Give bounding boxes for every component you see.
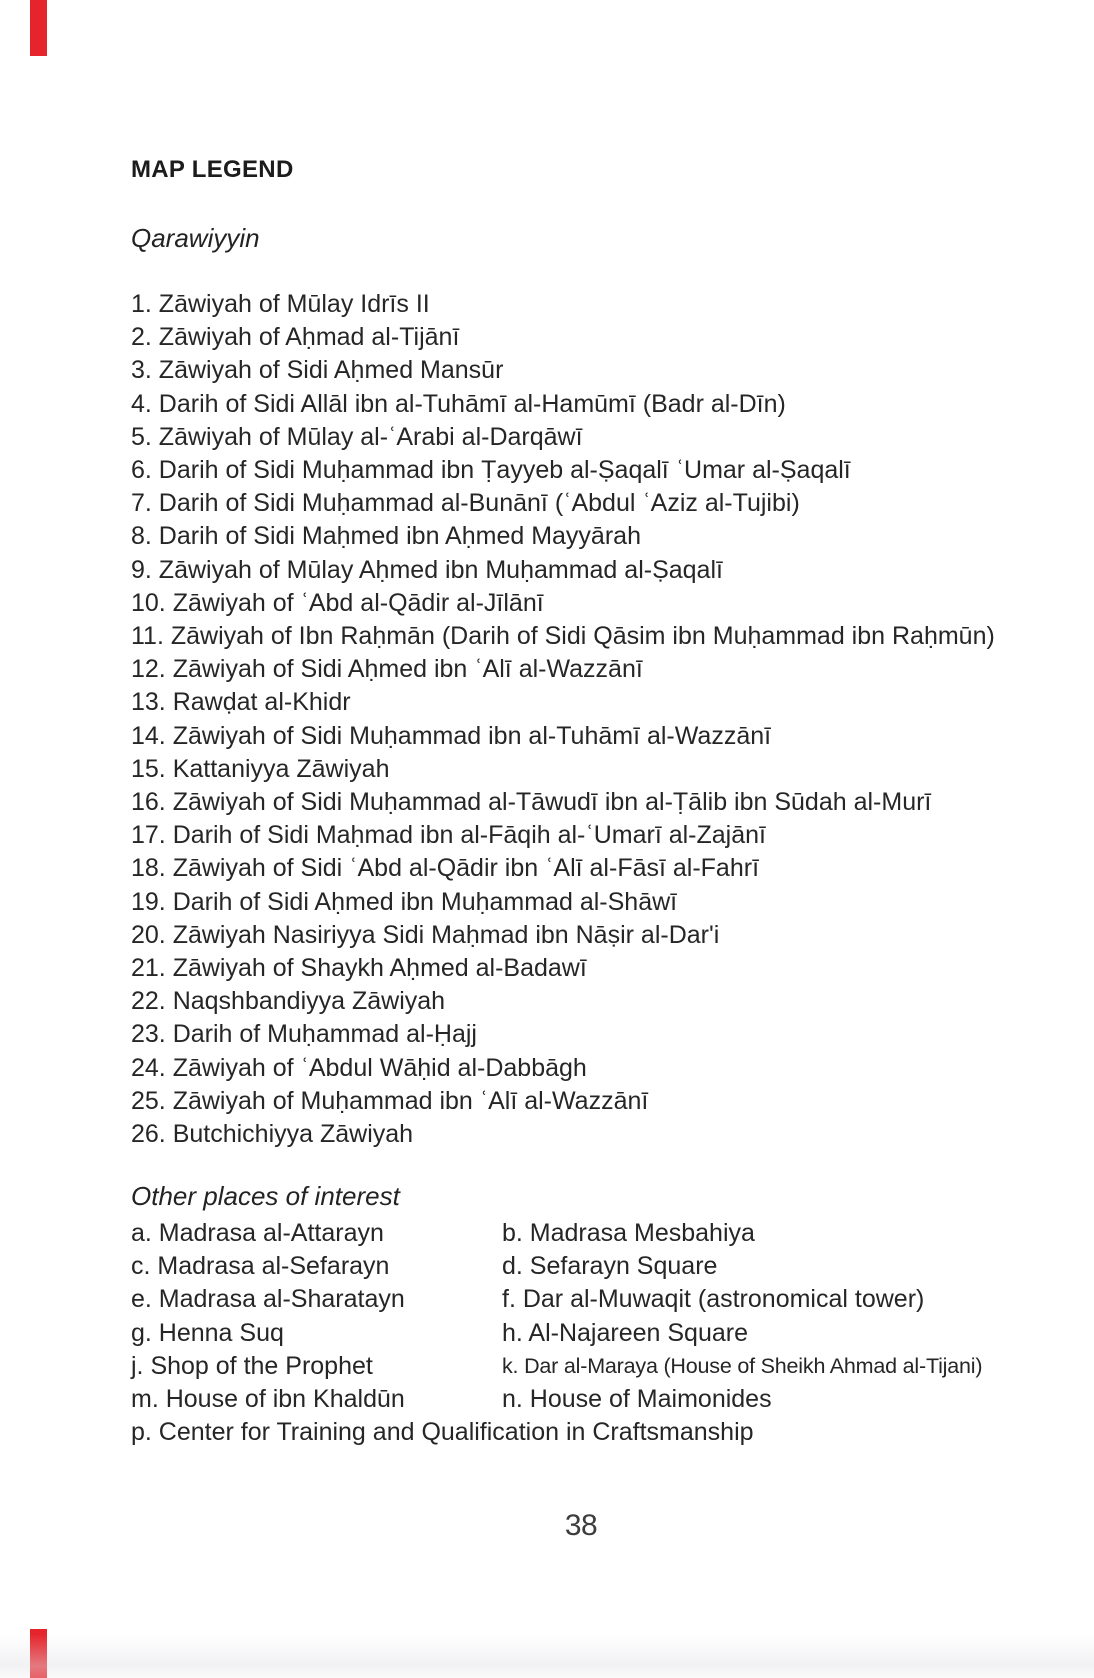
other-place-a: a. Madrasa al-Attarayn <box>131 1219 384 1247</box>
legend-item-25: 25. Zāwiyah of Muḥammad ibn ʿAlī al-Wazzānī <box>131 1086 649 1115</box>
legend-item-5: 5. Zāwiyah of Mūlay al-ʿArabi al-Darqāwī <box>131 422 583 451</box>
legend-item-6: 6. Darih of Sidi Muḥammad ibn Ṭayyeb al-Ṣaqalī ʿUmar al-Ṣaqalī <box>131 456 851 485</box>
red-edge-tab-bottom <box>30 1629 47 1678</box>
legend-item-21: 21. Zāwiyah of Shaykh Aḥmed al-Badawī <box>131 954 587 983</box>
legend-item-26: 26. Butchichiyya Zāwiyah <box>131 1120 414 1149</box>
qarawiyyin-legend-list <box>131 288 1031 1151</box>
other-place-p: p. Center for Training and Qualification in Craftsmanship <box>131 1418 754 1447</box>
legend-item-3: 3. Zāwiyah of Sidi Aḥmed Mansūr <box>131 356 504 385</box>
other-place-c: c. Madrasa al-Sefarayn <box>131 1252 390 1281</box>
page-bottom-shadow <box>0 1634 1094 1678</box>
legend-item-19: 19. Darih of Sidi Aḥmed ibn Muḥammad al-Shāwī <box>131 887 678 916</box>
legend-item-8: 8. Darih of Sidi Maḥmed ibn Aḥmed Mayyārah <box>131 522 641 551</box>
legend-item-12: 12. Zāwiyah of Sidi Aḥmed ibn ʿAlī al-Wazzānī <box>131 655 643 684</box>
other-place-b: b. Madrasa Mesbahiya <box>502 1219 755 1247</box>
legend-item-14: 14. Zāwiyah of Sidi Muḥammad ibn al-Tuhāmī al-Wazzānī <box>131 721 772 750</box>
other-place-k: k. Dar al-Maraya (House of Sheikh Ahmad al-Tijani) <box>502 1353 983 1378</box>
legend-item-23: 23. Darih of Muḥammad al-Ḥajj <box>131 1020 477 1049</box>
legend-item-18: 18. Zāwiyah of Sidi ʿAbd al-Qādir ibn ʿAlī al-Fāsī al-Fahrī <box>131 854 760 883</box>
other-place-j: j. Shop of the Prophet <box>131 1351 373 1380</box>
section-heading-qarawiyyin: Qarawiyyin <box>131 223 260 253</box>
legend-item-9: 9. Zāwiyah of Mūlay Aḥmed ibn Muḥammad al-Ṣaqalī <box>131 555 723 584</box>
other-place-d: d. Sefarayn Square <box>502 1252 718 1281</box>
legend-item-16: 16. Zāwiyah of Sidi Muḥammad al-Tāwudī ibn al-Ṭālib ibn Sūdah al-Murī <box>131 788 932 817</box>
other-place-n: n. House of Maimonides <box>502 1385 772 1414</box>
legend-item-22: 22. Naqshbandiyya Zāwiyah <box>131 987 446 1016</box>
legend-item-4: 4. Darih of Sidi Allāl ibn al-Tuhāmī al-Hamūmī (Badr al-Dīn) <box>131 389 786 418</box>
legend-item-13: 13. Rawḍat al-Khidr <box>131 688 351 717</box>
other-place-m: m. House of ibn Khaldūn <box>131 1385 405 1414</box>
legend-item-11: 11. Zāwiyah of Ibn Raḥmān (Darih of Sidi Qāsim ibn Muḥammad ibn Raḥmūn) <box>131 622 995 651</box>
legend-item-20: 20. Zāwiyah Nasiriyya Sidi Maḥmad ibn Nāṣir al-Dar'i <box>131 920 720 949</box>
other-place-e: e. Madrasa al-Sharatayn <box>131 1285 405 1314</box>
other-place-g: g. Henna Suq <box>131 1318 284 1347</box>
legend-item-24: 24. Zāwiyah of ʿAbdul Wāḥid al-Dabbāgh <box>131 1053 587 1082</box>
section-heading-other-places: Other places of interest <box>131 1181 400 1211</box>
other-places-list <box>131 1217 1031 1449</box>
other-place-h: h. Al-Najareen Square <box>502 1318 748 1347</box>
legend-item-15: 15. Kattaniyya Zāwiyah <box>131 754 390 783</box>
legend-item-10: 10. Zāwiyah of ʿAbd al-Qādir al-Jīlānī <box>131 588 544 617</box>
other-place-f: f. Dar al-Muwaqit (astronomical tower) <box>502 1285 925 1314</box>
page-title: MAP LEGEND <box>131 156 294 183</box>
legend-item-1: 1. Zāwiyah of Mūlay Idrīs II <box>131 290 430 318</box>
legend-item-7: 7. Darih of Sidi Muḥammad al-Bunānī (ʿAbdul ʿAziz al-Tujibi) <box>131 489 800 518</box>
legend-item-17: 17. Darih of Sidi Maḥmad ibn al-Fāqih al-ʿUmarī al-Zajānī <box>131 821 766 850</box>
page-number: 38 <box>564 1509 598 1542</box>
red-edge-tab-top <box>30 0 47 56</box>
legend-item-2: 2. Zāwiyah of Aḥmad al-Tijānī <box>131 323 460 352</box>
